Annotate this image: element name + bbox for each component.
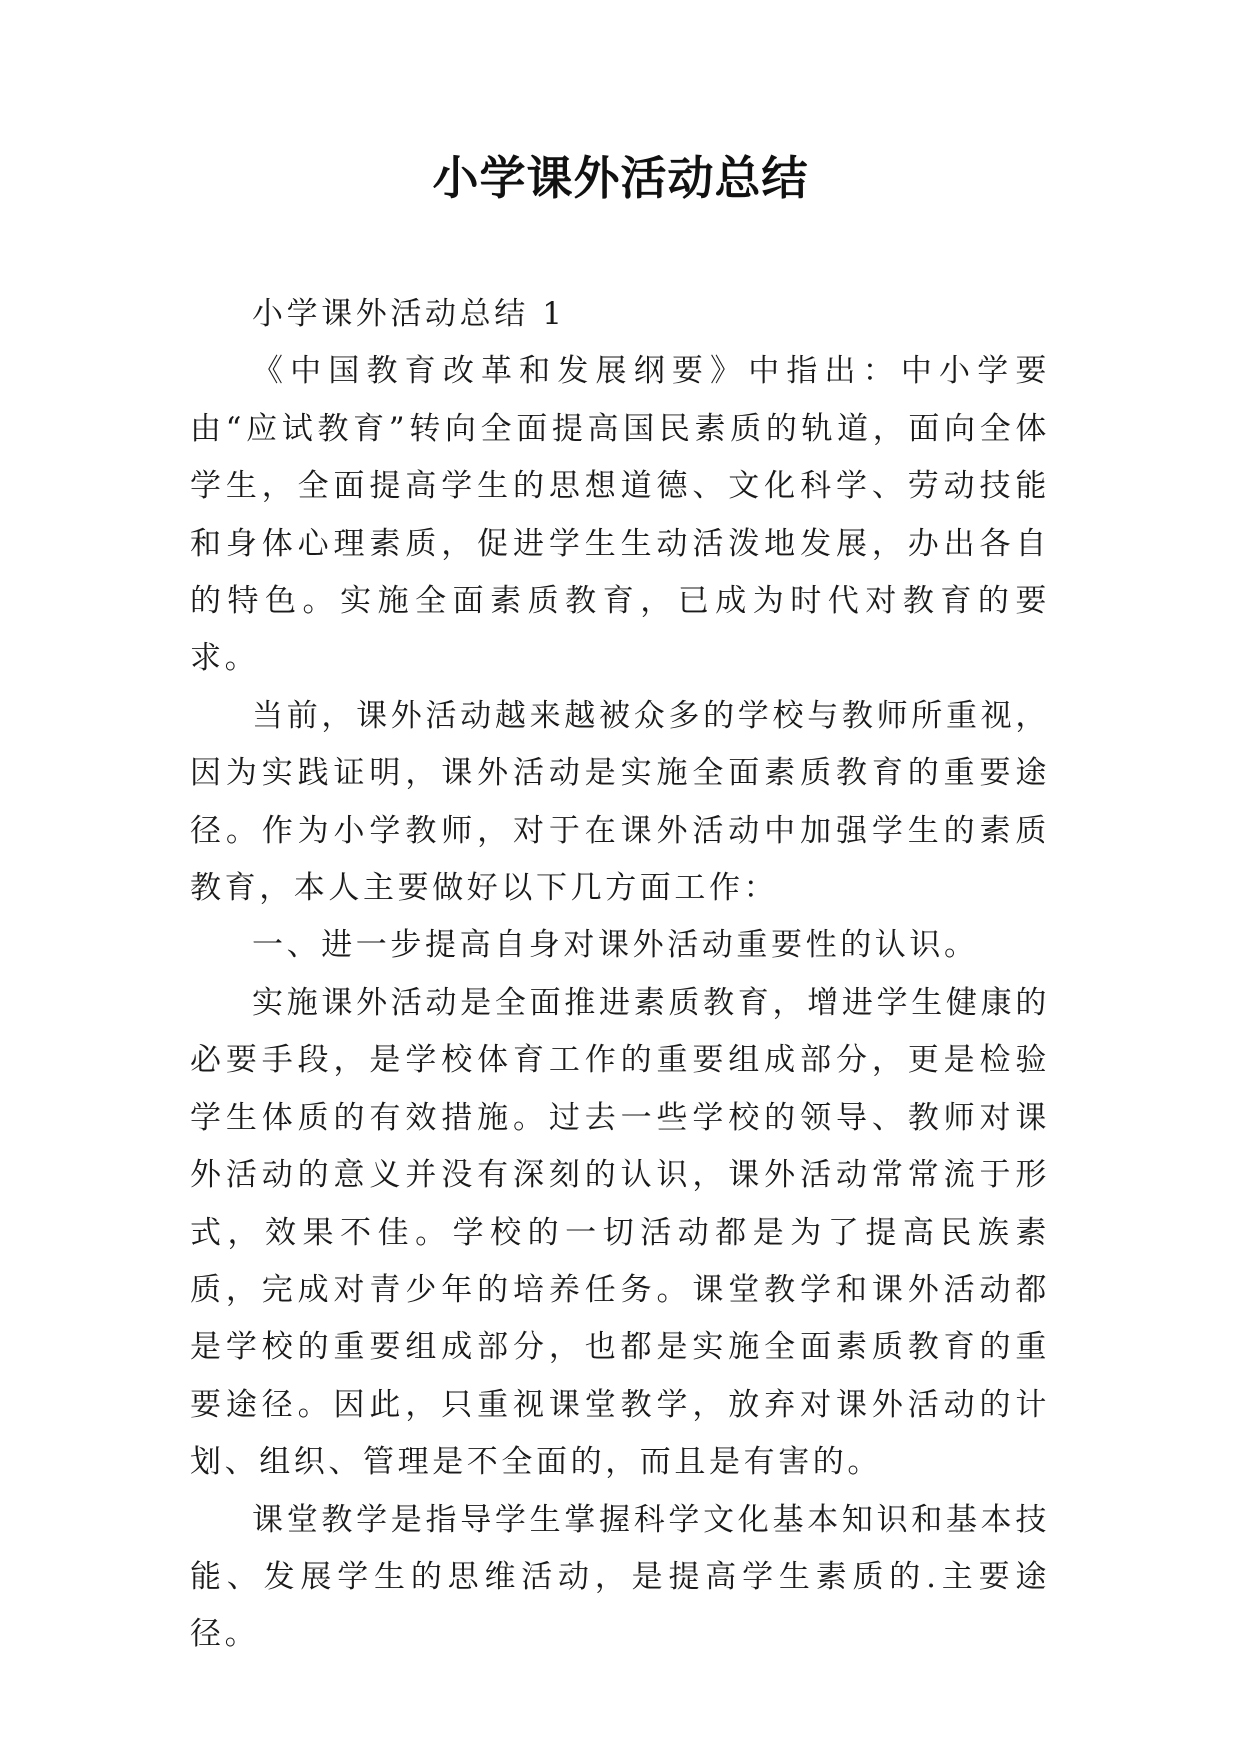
document-body [190, 286, 1050, 1664]
paragraph: 当前，课外活动越来越被众多的学校与教师所重视，因为实践证明，课外活动是实施全面素质教育的重要途径。作为小学教师，对于在课外活动中加强学生的素质教育，本人主要做好以下几方面工作： [190, 697, 1050, 907]
subsection-heading: 一、进一步提高自身对课外活动重要性的认识。 [252, 927, 979, 964]
paragraph: 实施课外活动是全面推进素质教育，增进学生健康的必要手段，是学校体育工作的重要组成部分，更是检验学生体质的有效措施。过去一些学校的领导、教师对课外活动的意义并没有深刻的认识，课外活动常常流于形式，效果不佳。学校的一切活动都是为了提高民族素质，完成对青少年的培养任务。课堂教学和课外活动都是学校的重要组成部分，也都是实施全面素质教育的重要途径。因此，只重视课堂教学，放弃对课外活动的计划、组织、管理是不全面的，而且是有害的。 [190, 984, 1050, 1481]
section-heading: 小学课外活动总结 1 [252, 296, 566, 332]
paragraph: 《中国教育改革和发展纲要》中指出：中小学要由“应试教育”转向全面提高国民素质的轨道，面向全体学生，全面提高学生的思想道德、文化科学、劳动技能和身体心理素质，促进学生生动活泼地发展，办出各自的特色。实施全面素质教育，已成为时代对教育的要求。 [190, 353, 1050, 677]
document-title: 小学课外活动总结 [432, 151, 809, 205]
paragraph: 课堂教学是指导学生掌握科学文化基本知识和基本技能、发展学生的思维活动，是提高学生素质的.主要途径。 [190, 1501, 1050, 1653]
